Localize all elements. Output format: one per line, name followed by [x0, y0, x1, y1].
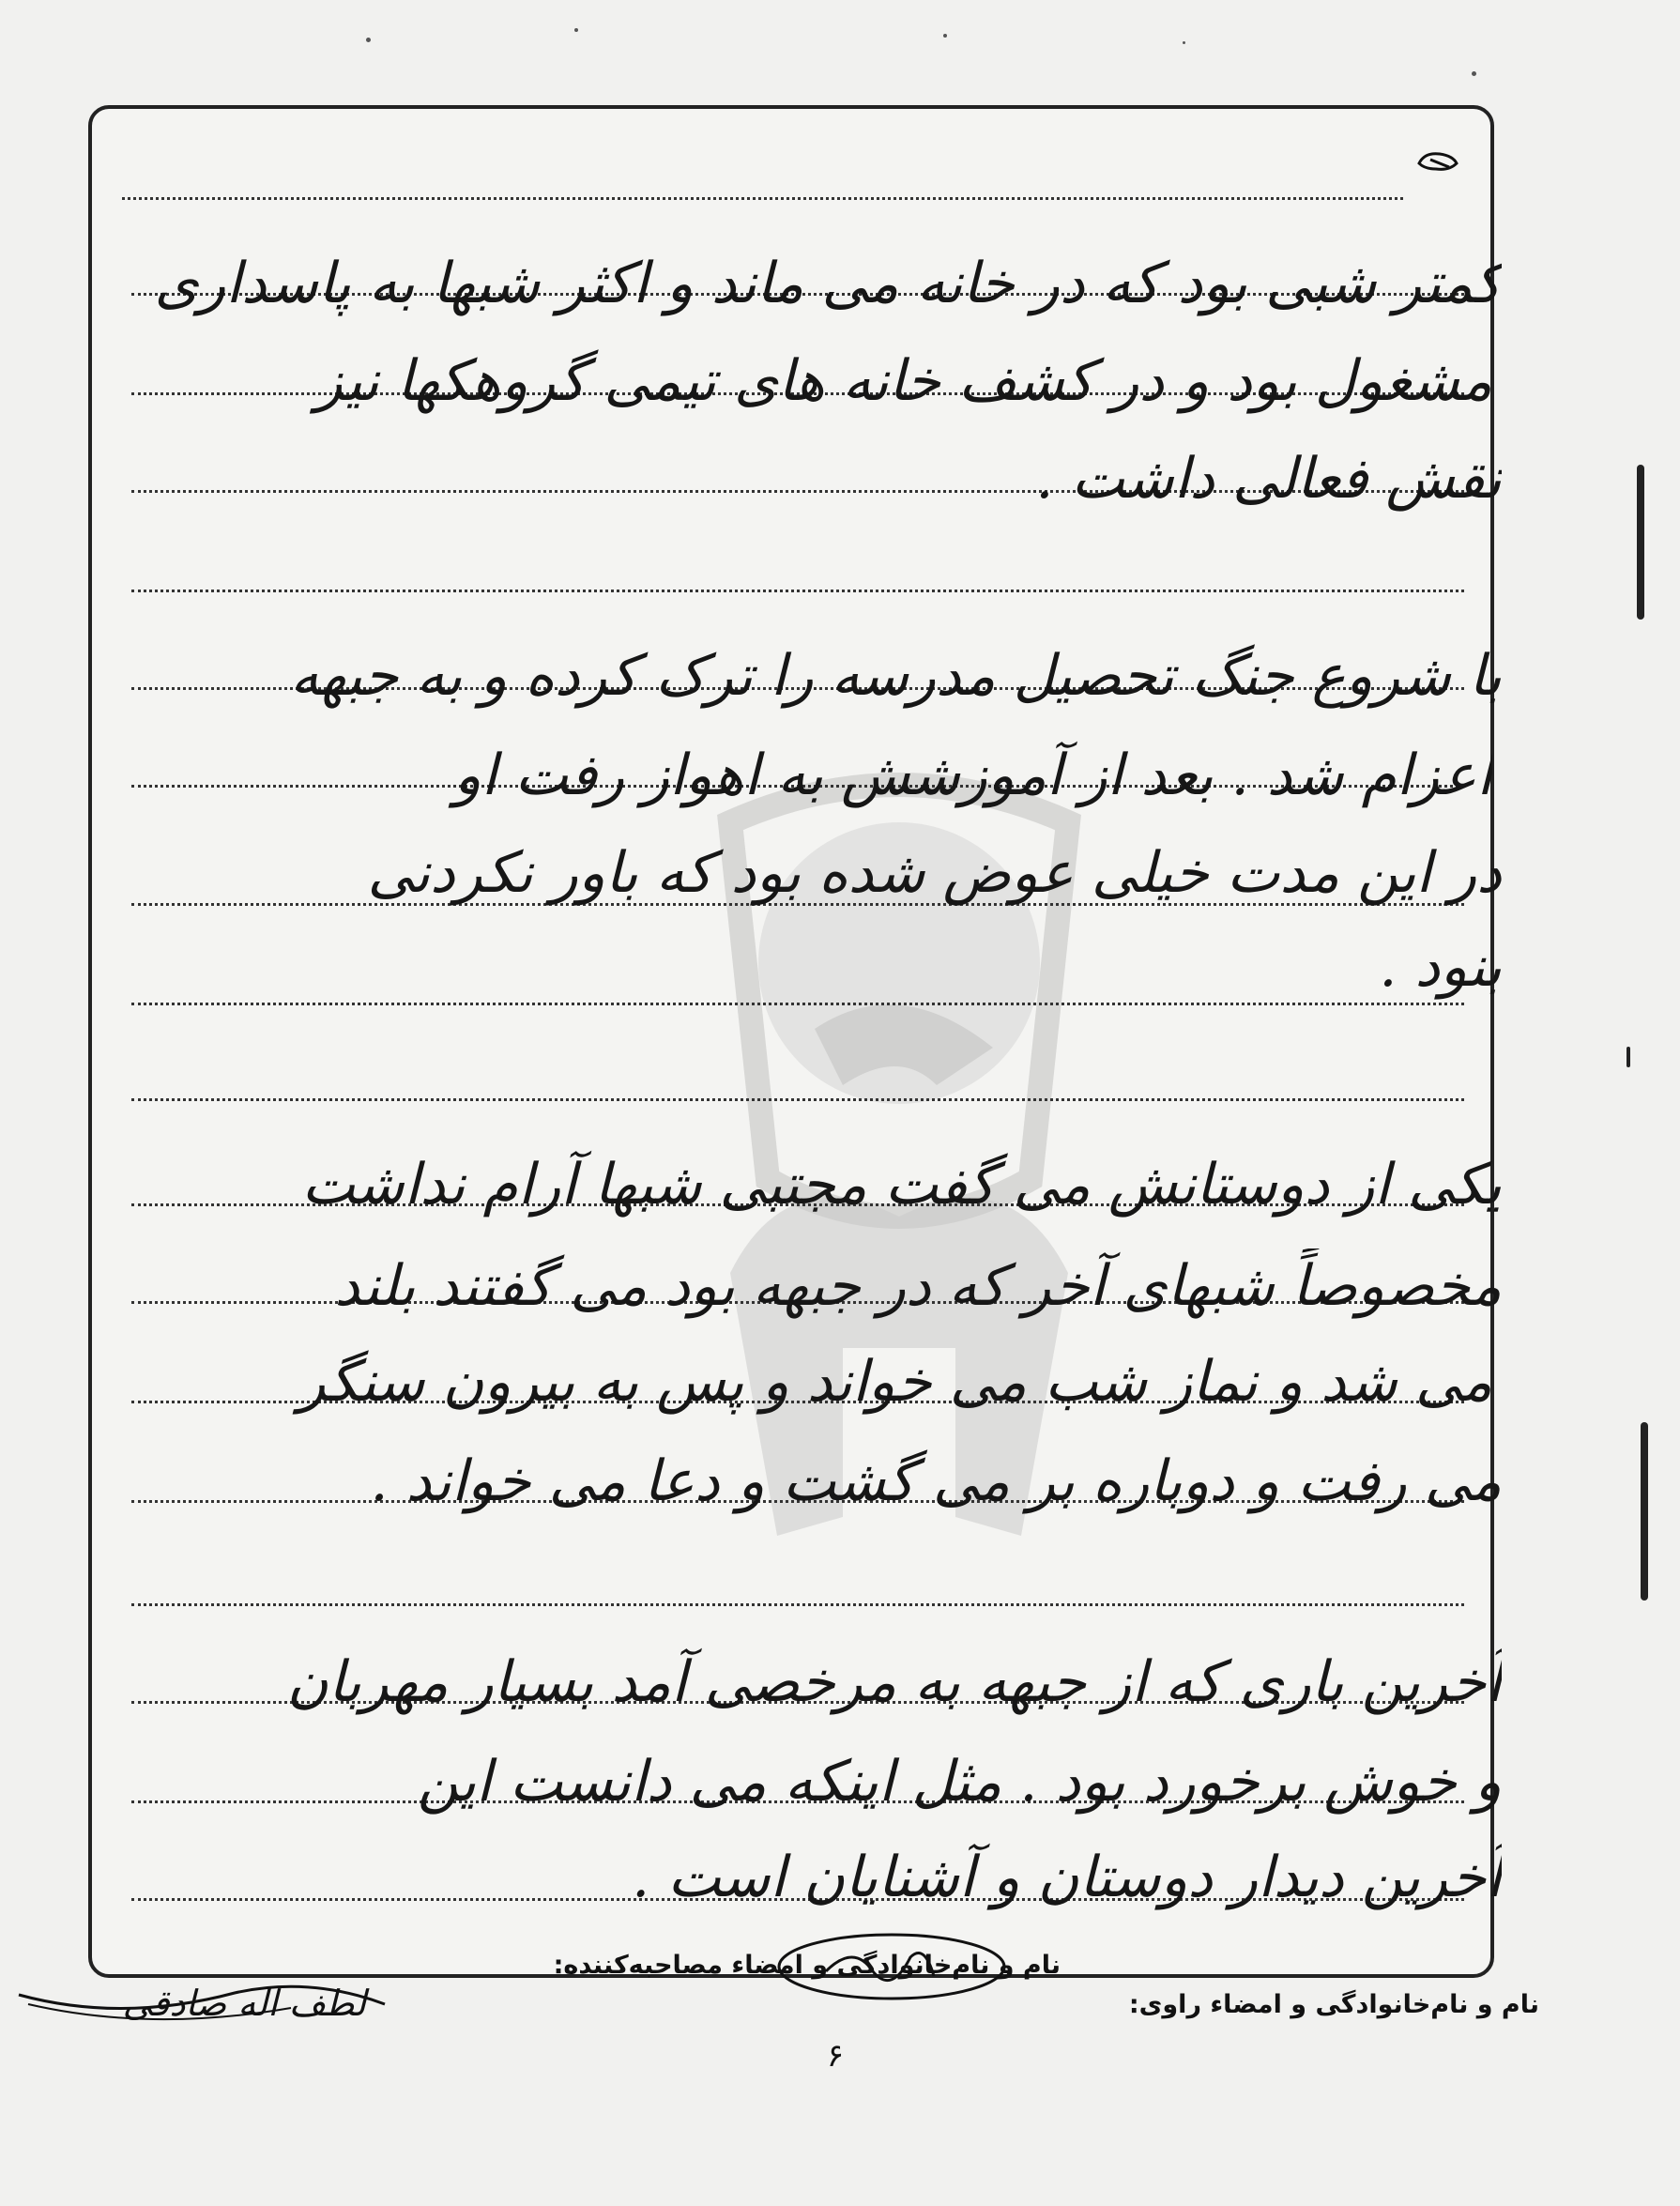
handwritten-line: می شد و نماز شب می خواند و پس به بیرون سنگر: [298, 1349, 1492, 1415]
handwritten-line: اعزام شد . بعد از آموزشش به اهواز رفت او: [453, 743, 1492, 808]
interviewer-signature: [770, 1924, 1014, 2009]
handwritten-line: یکی از دوستانش می گفت مجتبی شبها آرام نداشت: [301, 1152, 1502, 1218]
handwritten-line: مشغول بود و در کشف خانه های تیمی گروهکها نیز: [314, 348, 1492, 414]
narrator-label: نام و نام‌خانوادگی و امضاء راوی:: [1128, 1990, 1539, 2019]
handwritten-line: مخصوصاً شبهای آخر که در جبهه بود می گفتند بلند: [334, 1253, 1502, 1319]
handwritten-line: با شروع جنگ تحصیل مدرسه را ترک کرده و به جبهه: [290, 643, 1502, 709]
handwritten-line: می رفت و دوباره بر می گشت و دعا می خواند .: [370, 1448, 1502, 1514]
handwritten-line: نقش فعالی داشت .: [1035, 446, 1502, 512]
emblem-watermark: [618, 691, 1181, 1573]
rule-line: [131, 1098, 1464, 1101]
rule-line: [131, 1603, 1464, 1606]
handwritten-line: آخرین باری که از جبهه به مرخصی آمد بسیار مهربان: [286, 1649, 1502, 1715]
handwritten-line: بنود .: [1379, 934, 1502, 1000]
narrator-signature: لطف اله صادقی: [122, 1983, 366, 2024]
handwritten-line: آخرین دیدار دوستان و آشنایان است .: [632, 1845, 1502, 1910]
handwritten-line: و خوش برخورد بود . مثل اینکه می دانست این: [417, 1749, 1502, 1815]
page-number: ۶: [826, 2037, 845, 2075]
pen-icon: [1415, 146, 1462, 175]
interviewer-label: نام و نام‌خانوادگی و امضاء مصاحبه‌کننده:: [553, 1951, 1061, 1980]
handwritten-line: در این مدت خیلی عوض شده بود که باور نکردنی: [367, 840, 1502, 906]
handwritten-line: کمتر شبی بود که در خانه می ماند و اکثر شبها به پاسداری: [154, 251, 1502, 316]
rule-line: [122, 197, 1403, 200]
rule-line: [131, 590, 1464, 592]
narrator-signature-flourish: [9, 1967, 404, 2032]
